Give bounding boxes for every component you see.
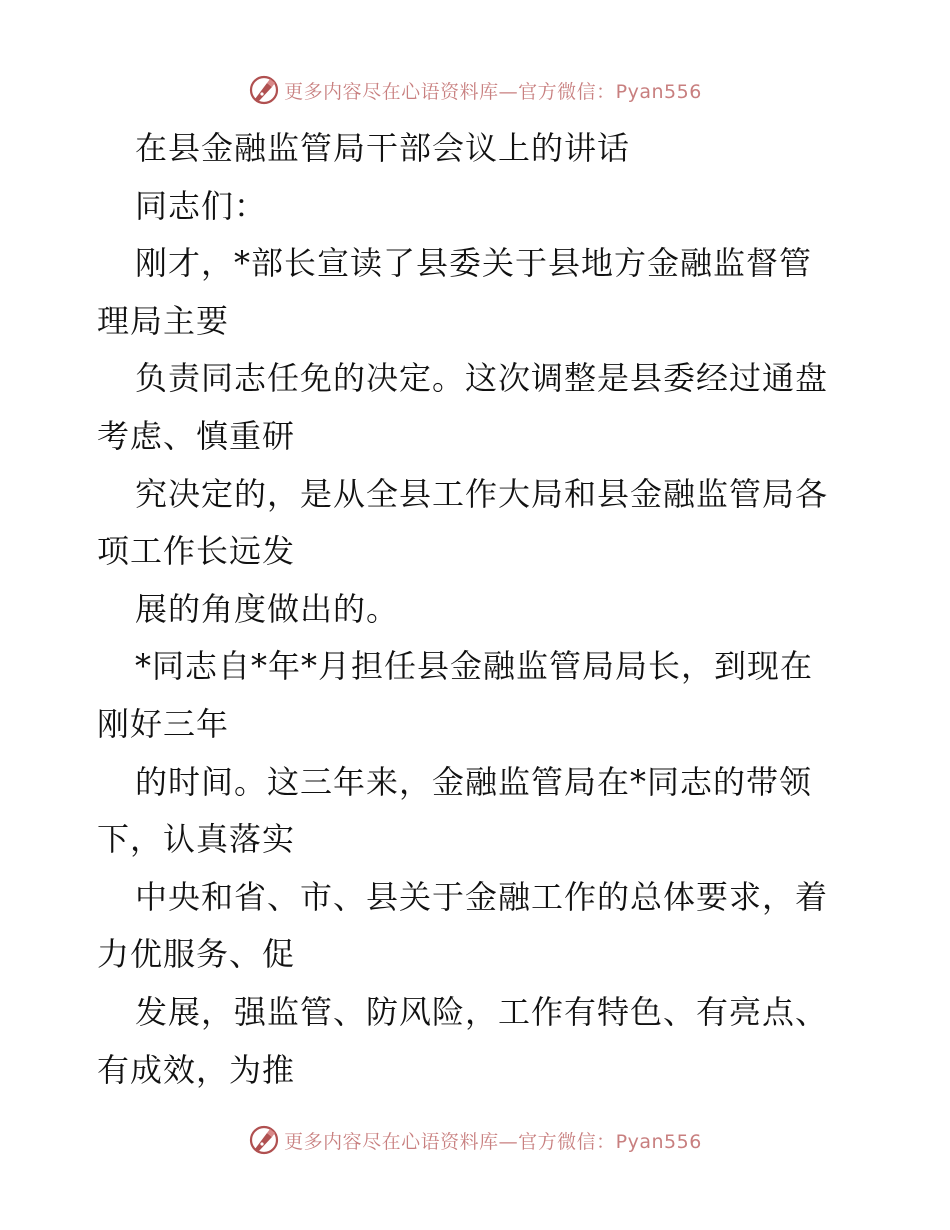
paragraph-line: 发展，强监管、防风险，工作有特色、有亮点、: [135, 993, 829, 1031]
pen-nib-logo-icon: [248, 74, 280, 106]
footer-banner: [0, 1120, 950, 1160]
paragraph-line: 力优服务、促: [97, 935, 296, 973]
paragraph-line: 的时间。这三年来，金融监管局在*同志的带领: [135, 763, 813, 801]
paragraph-line: 考虑、慎重研: [97, 417, 296, 455]
paragraph-line: 究决定的，是从全县工作大局和县金融监管局各: [135, 475, 829, 513]
paragraph-line: 中央和省、市、县关于金融工作的总体要求，着: [135, 878, 829, 916]
pen-nib-logo-icon: [248, 1124, 280, 1156]
document-title: 在县金融监管局干部会议上的讲话: [135, 129, 631, 167]
paragraph-line: 下，认真落实: [97, 820, 296, 858]
paragraph-line: 展的角度做出的。: [135, 590, 400, 628]
paragraph-line: 负责同志任免的决定。这次调整是县委经过通盘: [135, 359, 829, 397]
banner-text: 更多内容尽在心语资料库—官方微信：Pyan556: [284, 1130, 702, 1153]
header-banner: [0, 70, 950, 110]
paragraph-line: 刚好三年: [97, 705, 230, 743]
salutation: 同志们：: [135, 187, 268, 225]
paragraph-line: 有成效，为推: [97, 1051, 296, 1089]
paragraph-line: *同志自*年*月担任县金融监管局局长，到现在: [135, 647, 814, 685]
paragraph-line: 理局主要: [97, 302, 230, 340]
paragraph-line: 项工作长远发: [97, 532, 296, 570]
banner-text: 更多内容尽在心语资料库—官方微信：Pyan556: [284, 80, 702, 103]
paragraph-line: 刚才，*部长宣读了县委关于县地方金融监督管: [135, 244, 813, 282]
